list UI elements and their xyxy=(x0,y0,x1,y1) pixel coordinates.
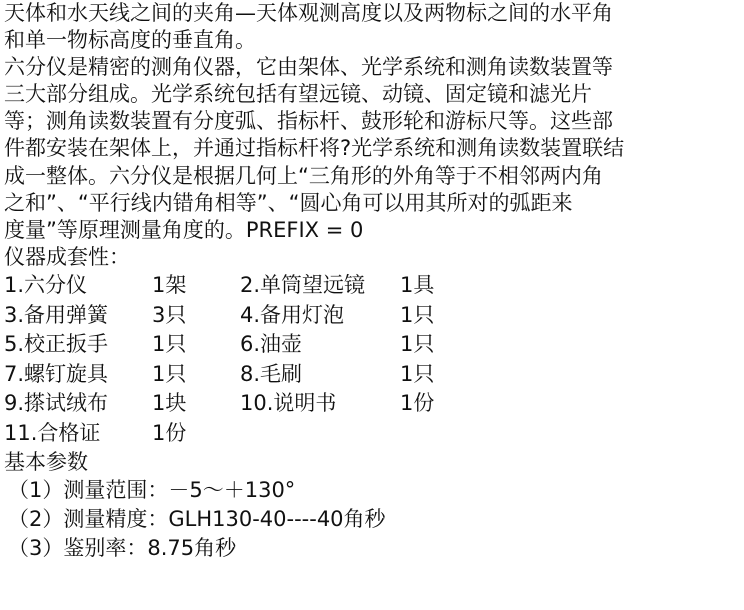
param-item: （2）测量精度：GLH130-40----40角秒 xyxy=(8,506,386,531)
kit-item-qty: 1只 xyxy=(400,302,435,327)
kit-row xyxy=(4,360,740,390)
kit-item-qty: 1只 xyxy=(400,332,435,357)
kit-item-qty: 3只 xyxy=(152,302,187,327)
description-line: 等；测角读数装置有分度弧、指标杆、鼓形轮和游标尺等。这些部 xyxy=(4,109,613,134)
kit-item-name: 3.备用弹簧 xyxy=(4,302,109,327)
kit-item-qty: 1只 xyxy=(152,361,187,386)
kit-item-name: 4.备用灯泡 xyxy=(240,302,345,327)
description-line: 度量”等原理测量角度的。PREFIX = 0 xyxy=(4,217,364,242)
kit-item-qty: 1具 xyxy=(400,272,435,297)
intro-line: 天体和水天线之间的夹角—天体观测高度以及两物标之间的水平角 xyxy=(4,1,613,25)
params-list xyxy=(4,476,740,563)
kit-heading: 仪器成套性： xyxy=(4,244,130,269)
intro-line: 和单一物标高度的垂直角。 xyxy=(4,28,256,53)
kit-item-qty: 1只 xyxy=(152,332,187,357)
param-item: （3）鉴别率：8.75角秒 xyxy=(8,535,237,560)
kit-item-name: 2.单筒望远镜 xyxy=(240,272,366,297)
kit-row xyxy=(4,271,740,301)
description-line: 成一整体。六分仪是根据几何上“三角形的外角等于不相邻两内角 xyxy=(4,163,603,188)
kit-item-name: 10.说明书 xyxy=(240,391,337,416)
kit-item-qty: 1块 xyxy=(152,391,187,416)
kit-item-qty: 1架 xyxy=(152,272,187,297)
kit-row xyxy=(4,389,740,419)
document-body xyxy=(4,0,740,563)
kit-item-name: 9.搽试绒布 xyxy=(4,391,109,416)
kit-row xyxy=(4,330,740,360)
kit-row xyxy=(4,301,740,331)
kit-item-name: 6.油壶 xyxy=(240,332,303,357)
kit-list xyxy=(4,271,740,449)
kit-item-qty: 1份 xyxy=(152,420,187,445)
description-paragraph xyxy=(4,54,740,244)
description-line: 三大部分组成。光学系统包括有望远镜、动镜、固定镜和滤光片 xyxy=(4,82,592,107)
kit-item-qty: 1份 xyxy=(400,391,435,416)
params-heading: 基本参数 xyxy=(4,449,88,474)
kit-item-name: 7.螺钉旋具 xyxy=(4,361,109,386)
description-line: 之和”、“平行线内错角相等”、“圆心角可以用其所对的弧距来 xyxy=(4,190,573,215)
description-line: 六分仪是精密的测角仪器，它由架体、光学系统和测角读数装置等 xyxy=(4,55,613,80)
kit-item-name: 8.毛刷 xyxy=(240,361,303,386)
kit-item-name: 11.合格证 xyxy=(4,420,101,445)
param-item: （1）测量范围：－5～＋130° xyxy=(8,477,296,502)
intro-paragraph xyxy=(4,0,740,54)
kit-item-name: 5.校正扳手 xyxy=(4,332,109,357)
description-line: 件都安装在架体上，并通过指标杆将?光学系统和测角读数装置联结 xyxy=(4,136,625,161)
kit-item-name: 1.六分仪 xyxy=(4,272,88,297)
kit-item-qty: 1只 xyxy=(400,361,435,386)
kit-row xyxy=(4,419,740,449)
